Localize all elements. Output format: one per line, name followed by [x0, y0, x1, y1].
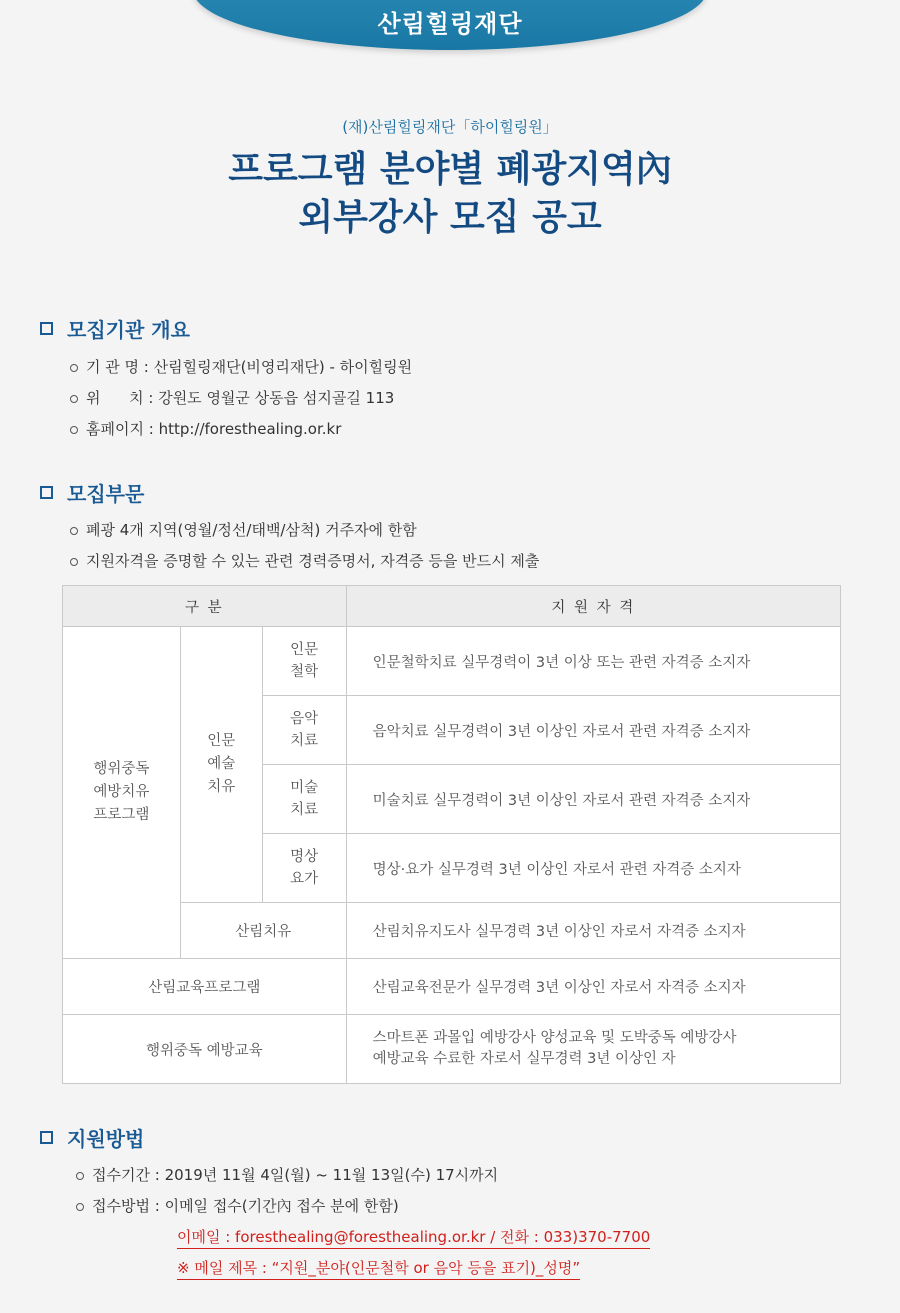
- field-line: 철학: [290, 664, 319, 680]
- field-line: 치료: [290, 802, 319, 818]
- group-sub-line: 치유: [207, 779, 236, 795]
- field-cell: [262, 765, 346, 834]
- requirement-cell: 산림치유지도사 실무경력 3년 이상인 자로서 자격증 소지자: [346, 903, 840, 959]
- page-subtitle: (재)산림힐링재단「하이힐링원」: [342, 118, 558, 136]
- group-main-cell: [63, 627, 181, 959]
- section-heading-text: 지원방법: [67, 1127, 145, 1151]
- section-heading-recruitment: [40, 478, 144, 507]
- field-cell: [262, 627, 346, 696]
- item-text: 폐광 4개 지역(영월/정선/태백/삼척) 거주자에 한함: [86, 521, 417, 539]
- recruitment-list: [70, 515, 539, 577]
- list-item: [76, 1191, 498, 1222]
- email-subject-note: ※ 메일 제목 : “지원_분야(인문철학 or 음악 등을 표기)_성명”: [177, 1257, 580, 1280]
- item-label: 접수기간 :: [92, 1166, 160, 1184]
- field-line: 인문: [290, 642, 319, 658]
- contact-email-phone[interactable]: 이메일 : foresthealing@foresthealing.or.kr / 전화 : 033)370-7700: [177, 1226, 650, 1249]
- circle-bullet-icon: [76, 1172, 84, 1180]
- field-cell: [262, 834, 346, 903]
- forest-therapy-cell: 산림치유: [180, 903, 346, 959]
- table-row: [63, 627, 841, 696]
- top-banner: [193, 0, 707, 50]
- item-text: 지원자격을 증명할 수 있는 관련 경력증명서, 자격증 등을 반드시 제출: [86, 552, 540, 570]
- field-line: 미술: [290, 780, 319, 796]
- square-bullet-icon: [40, 322, 53, 335]
- list-item: [76, 1160, 498, 1191]
- page-title-line2: 외부강사 모집 공고: [298, 197, 602, 238]
- item-value: 강원도 영월군 상동읍 섬지골길 113: [158, 389, 395, 407]
- header-qualification: 지 원 자 격: [346, 586, 840, 627]
- table-row: [63, 959, 841, 1015]
- circle-bullet-icon: [70, 426, 78, 434]
- section-heading-text: 모집부문: [67, 482, 145, 506]
- page-title: [0, 146, 900, 242]
- list-item: [70, 352, 412, 383]
- banner-label: 산림힐링재단: [377, 10, 523, 38]
- requirement-line: 예방교육 수료한 자로서 실무경력 3년 이상인 자: [372, 1051, 676, 1067]
- section-heading-application: [40, 1123, 144, 1152]
- item-label: 접수방법 :: [92, 1197, 160, 1215]
- requirement-cell: 미술치료 실무경력이 3년 이상인 자로서 관련 자격증 소지자: [346, 765, 840, 834]
- requirement-line: 스마트폰 과몰입 예방강사 양성교육 및 도박중독 예방강사: [372, 1030, 737, 1046]
- list-item: [70, 515, 539, 546]
- list-item: [70, 546, 539, 577]
- field-line: 요가: [290, 871, 319, 887]
- group-main-line: 행위중독: [93, 761, 150, 777]
- requirement-cell: 인문철학치료 실무경력이 3년 이상 또는 관련 자격증 소지자: [346, 627, 840, 696]
- group-sub-line: 인문: [207, 733, 236, 749]
- table-header-row: [63, 586, 841, 627]
- group-sub-line: 예술: [207, 756, 236, 772]
- qualification-table: [62, 585, 841, 1084]
- group-main-line: 예방치유: [93, 784, 150, 800]
- field-line: 음악: [290, 711, 319, 727]
- field-line: 치료: [290, 733, 319, 749]
- application-list: [76, 1160, 498, 1222]
- list-item: [70, 414, 412, 445]
- requirement-cell: 산림교육전문가 실무경력 3년 이상인 자로서 자격증 소지자: [346, 959, 840, 1015]
- square-bullet-icon: [40, 486, 53, 499]
- section-heading-text: 모집기관 개요: [67, 318, 190, 342]
- page-title-line1: 프로그램 분야별 폐광지역內: [228, 149, 672, 190]
- group-main-line: 프로그램: [93, 807, 150, 823]
- requirement-cell: 음악치료 실무경력이 3년 이상인 자로서 관련 자격증 소지자: [346, 696, 840, 765]
- item-value: 이메일 접수(기간內 접수 분에 한함): [164, 1197, 399, 1215]
- header-category: 구 분: [63, 586, 347, 627]
- item-value: 산림힐링재단(비영리재단) - 하이힐링원: [153, 358, 413, 376]
- circle-bullet-icon: [76, 1203, 84, 1211]
- forest-education-cell: 산림교육프로그램: [63, 959, 347, 1015]
- list-item: [70, 383, 412, 414]
- circle-bullet-icon: [70, 558, 78, 566]
- section-heading-organization: [40, 314, 190, 343]
- item-label: 기 관 명 :: [86, 358, 149, 376]
- item-label: 홈페이지 :: [86, 420, 154, 438]
- requirement-cell: 명상·요가 실무경력 3년 이상인 자로서 관련 자격증 소지자: [346, 834, 840, 903]
- item-label: 위 치 :: [86, 389, 154, 407]
- circle-bullet-icon: [70, 395, 78, 403]
- item-value: 2019년 11월 4일(월) ~ 11월 13일(수) 17시까지: [164, 1166, 499, 1184]
- requirement-cell: [346, 1015, 840, 1084]
- circle-bullet-icon: [70, 527, 78, 535]
- homepage-link[interactable]: http://foresthealing.or.kr: [158, 420, 342, 438]
- circle-bullet-icon: [70, 364, 78, 372]
- organization-list: [70, 352, 412, 445]
- square-bullet-icon: [40, 1131, 53, 1144]
- table-row: [63, 1015, 841, 1084]
- addiction-education-cell: 행위중독 예방교육: [63, 1015, 347, 1084]
- field-cell: [262, 696, 346, 765]
- field-line: 명상: [290, 849, 319, 865]
- group-sub-cell: [180, 627, 262, 903]
